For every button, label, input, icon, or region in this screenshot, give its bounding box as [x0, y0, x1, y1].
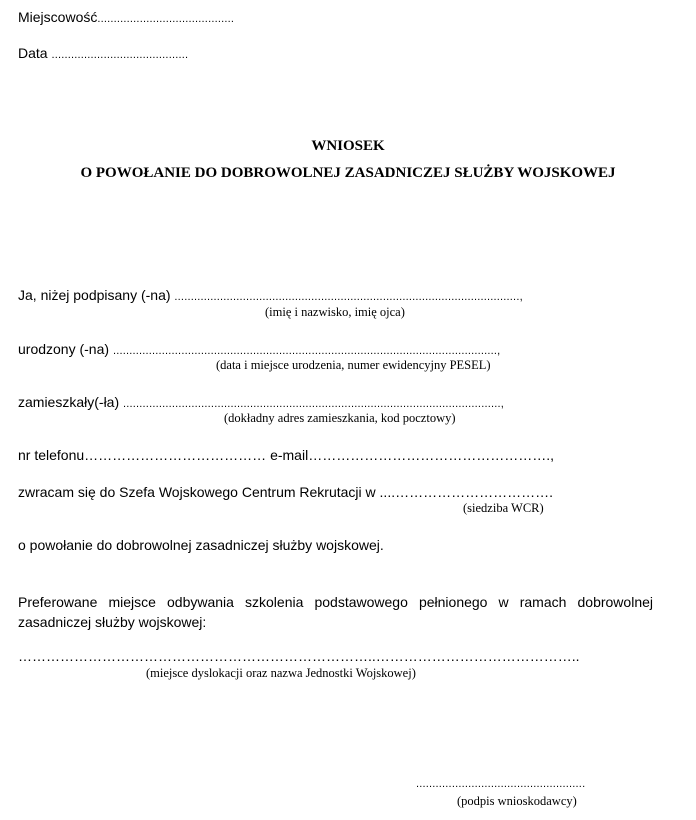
- email-label: e-mail: [270, 447, 309, 463]
- address-hint: (dokładny adres zamieszkania, kod pocztowy): [224, 411, 456, 425]
- request-text: o powołanie do dobrowolnej zasadniczej służby wojskowej.: [18, 537, 384, 553]
- preference-dots: …………………………………………………………………..……………………………………..: [18, 648, 580, 664]
- place-label: Miejscowość: [18, 9, 98, 25]
- birth-dots: ......................................................................................................................,: [112, 345, 501, 357]
- address-dots: ....................................................................................................................,: [123, 398, 504, 410]
- name-dots: ..........................................................................................................,: [174, 291, 523, 303]
- preference-hint: (miejsce dyslokacji oraz nazwa Jednostki Wojskowej): [146, 666, 416, 680]
- document-subtitle: O POWOŁANIE DO DOBROWOLNEJ ZASADNICZEJ SŁUŻBY WOJSKOWEJ: [80, 165, 616, 181]
- name-line: [18, 287, 523, 303]
- phone-dots: …………………………………: [84, 447, 267, 463]
- birth-hint: (data i miejsce urodzenia, numer ewidencyjny PESEL): [216, 358, 491, 372]
- wcr-line: [18, 484, 553, 500]
- contact-line: [18, 447, 554, 463]
- wcr-hint: (siedziba WCR): [463, 501, 544, 515]
- name-hint: (imię i nazwisko, imię ojca): [265, 305, 405, 319]
- address-label: zamieszkały(-ła): [18, 394, 120, 410]
- date-dots: ..........................................: [51, 49, 189, 61]
- preference-text: Preferowane miejsce odbywania szkolenia podstawowego pełnionego w ramach dobrowolnej zasadniczej służby wojskowej:: [18, 594, 653, 630]
- place-line: [18, 9, 234, 25]
- name-label: Ja, niżej podpisany (-na): [18, 287, 171, 303]
- phone-label: nr telefonu: [18, 447, 85, 463]
- date-line: [18, 45, 188, 61]
- wcr-dots: ....…………………………….: [379, 484, 553, 500]
- wcr-text: zwracam się do Szefa Wojskowego Centrum Rekrutacji w: [18, 484, 376, 500]
- date-label: Data: [18, 45, 48, 61]
- email-dots: …………………………………………….,: [308, 447, 554, 463]
- birth-line: [18, 341, 500, 357]
- birth-label: urodzony (-na): [18, 341, 110, 357]
- document-title: WNIOSEK: [311, 138, 385, 154]
- place-dots: ..........................................: [97, 13, 235, 25]
- signature-hint: (podpis wnioskodawcy): [457, 794, 577, 808]
- signature-dots: ....................................................: [416, 778, 586, 790]
- address-line: [18, 394, 504, 410]
